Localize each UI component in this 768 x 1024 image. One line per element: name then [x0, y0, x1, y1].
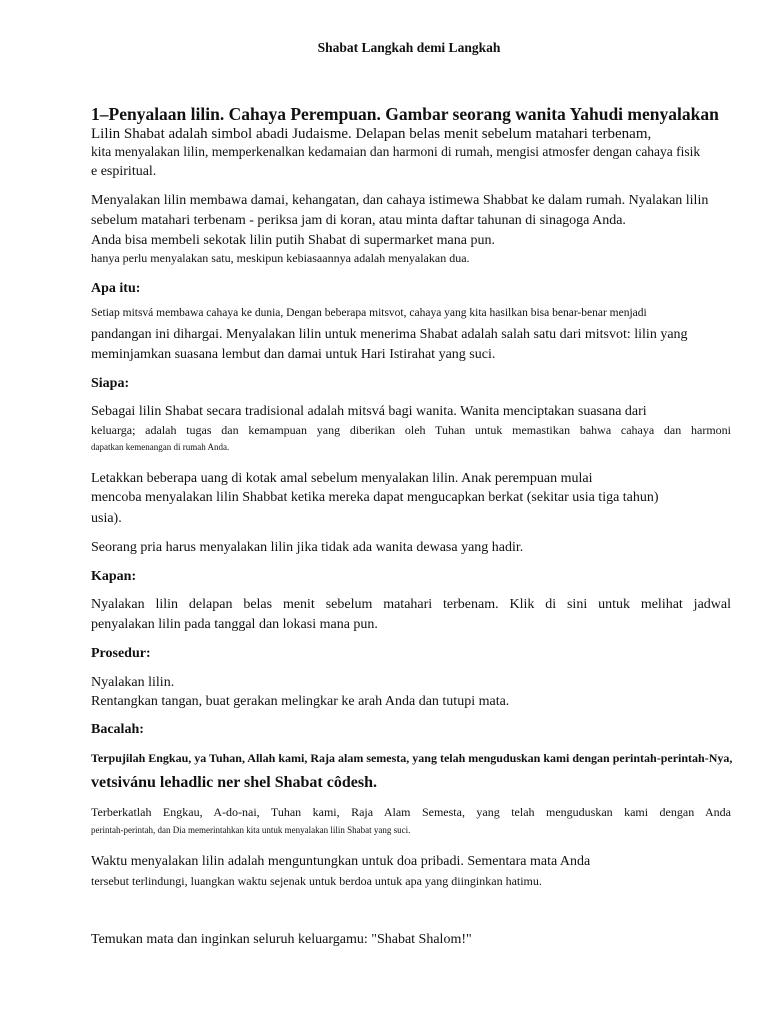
intro-line: e espiritual. [91, 164, 157, 179]
paragraph-line: hanya perlu menyalakan satu, meskipun kebiasaannya adalah menyalakan dua. [91, 251, 470, 265]
who-line: dapatkan kemenangan di rumah Anda. [91, 442, 230, 452]
who-line: Letakkan beberapa uang di kotak amal sebelum menyalakan lilin. Anak perempuan mulai [91, 471, 593, 486]
heading-who: Siapa: [91, 376, 130, 391]
translation-line: Terberkatlah Engkau, A-do-nai, Tuhan kami, Raja Alam Semesta, yang telah menguduskan kami dengan Anda [91, 805, 731, 819]
closing-line: Temukan mata dan inginkan seluruh keluargamu: "Shabat Shalom!" [91, 932, 472, 947]
when-line: penyalakan lilin pada tanggal dan lokasi mana pun. [91, 617, 378, 632]
heading-read: Bacalah: [91, 722, 144, 737]
translation-line: perintah-perintah, dan Dia memerintahkan kita untuk menyalakan lilin Shabat yang suci. [91, 825, 411, 835]
prayer-line: tersebut terlindungi, luangkan waktu sejenak untuk berdoa untuk apa yang diinginkan hatimu. [91, 874, 542, 888]
procedure-line: Nyalakan lilin. [91, 675, 175, 690]
intro-line: Lilin Shabat adalah simbol abadi Judaisme. Delapan belas menit sebelum matahari terbenam, [91, 126, 652, 142]
document-title: Shabat Langkah demi Langkah [317, 40, 501, 55]
who-line: mencoba menyalakan lilin Shabbat ketika mereka dapat mengucapkan berkat (sekitar usia tiga tahun) [91, 490, 659, 505]
intro-line: kita menyalakan lilin, memperkenalkan kedamaian dan harmoni di rumah, mengisi atmosfer dengan cahaya fisik [91, 144, 701, 159]
what-line: meminjamkan suasana lembut dan damai untuk Hari Istirahat yang suci. [91, 347, 496, 362]
what-line: pandangan ini dihargai. Menyalakan lilin untuk menerima Shabat adalah salah satu dari mitsvot: lilin yang [91, 327, 688, 342]
paragraph-line: sebelum matahari terbenam - periksa jam di koran, atau minta daftar tahunan di sinagoga Anda. [91, 213, 626, 228]
when-line: Nyalakan lilin delapan belas menit sebelum matahari terbenam. Klik di sini untuk melihat jadwal [91, 597, 731, 612]
who-line: Seorang pria harus menyalakan lilin jika tidak ada wanita dewasa yang hadir. [91, 540, 524, 555]
what-line: Setiap mitsvá membawa cahaya ke dunia, Dengan beberapa mitsvot, cahaya yang kita hasilkan bisa benar-benar menjadi [91, 307, 647, 319]
prayer-line: Waktu menyalakan lilin adalah menguntungkan untuk doa pribadi. Sementara mata Anda [91, 854, 591, 869]
heading-when: Kapan: [91, 569, 137, 584]
paragraph-line: Anda bisa membeli sekotak lilin putih Shabat di supermarket mana pun. [91, 233, 495, 248]
who-line: keluarga; adalah tugas dan kemampuan yang diberikan oleh Tuhan untuk memastikan bahwa cahaya dan harmoni [91, 423, 731, 437]
blessing-line: Terpujilah Engkau, ya Tuhan, Allah kami, Raja alam semesta, yang telah menguduskan kami dengan perintah-perintah-Nya, [91, 751, 733, 765]
heading-what: Apa itu: [91, 281, 141, 296]
section-heading: 1–Penyalaan lilin. Cahaya Perempuan. Gambar seorang wanita Yahudi menyalakan [91, 104, 719, 124]
heading-procedure: Prosedur: [91, 646, 151, 661]
blessing-line: vetsivánu lehadlic ner shel Shabat côdesh. [91, 774, 377, 791]
who-line: Sebagai lilin Shabat secara tradisional adalah mitsvá bagi wanita. Wanita menciptakan suasana dari [91, 404, 647, 419]
procedure-line: Rentangkan tangan, buat gerakan melingkar ke arah Anda dan tutupi mata. [91, 694, 510, 709]
paragraph-line: Menyalakan lilin membawa damai, kehangatan, dan cahaya istimewa Shabbat ke dalam rumah. Nyalakan lilin [91, 193, 709, 208]
who-line: usia). [91, 511, 122, 526]
